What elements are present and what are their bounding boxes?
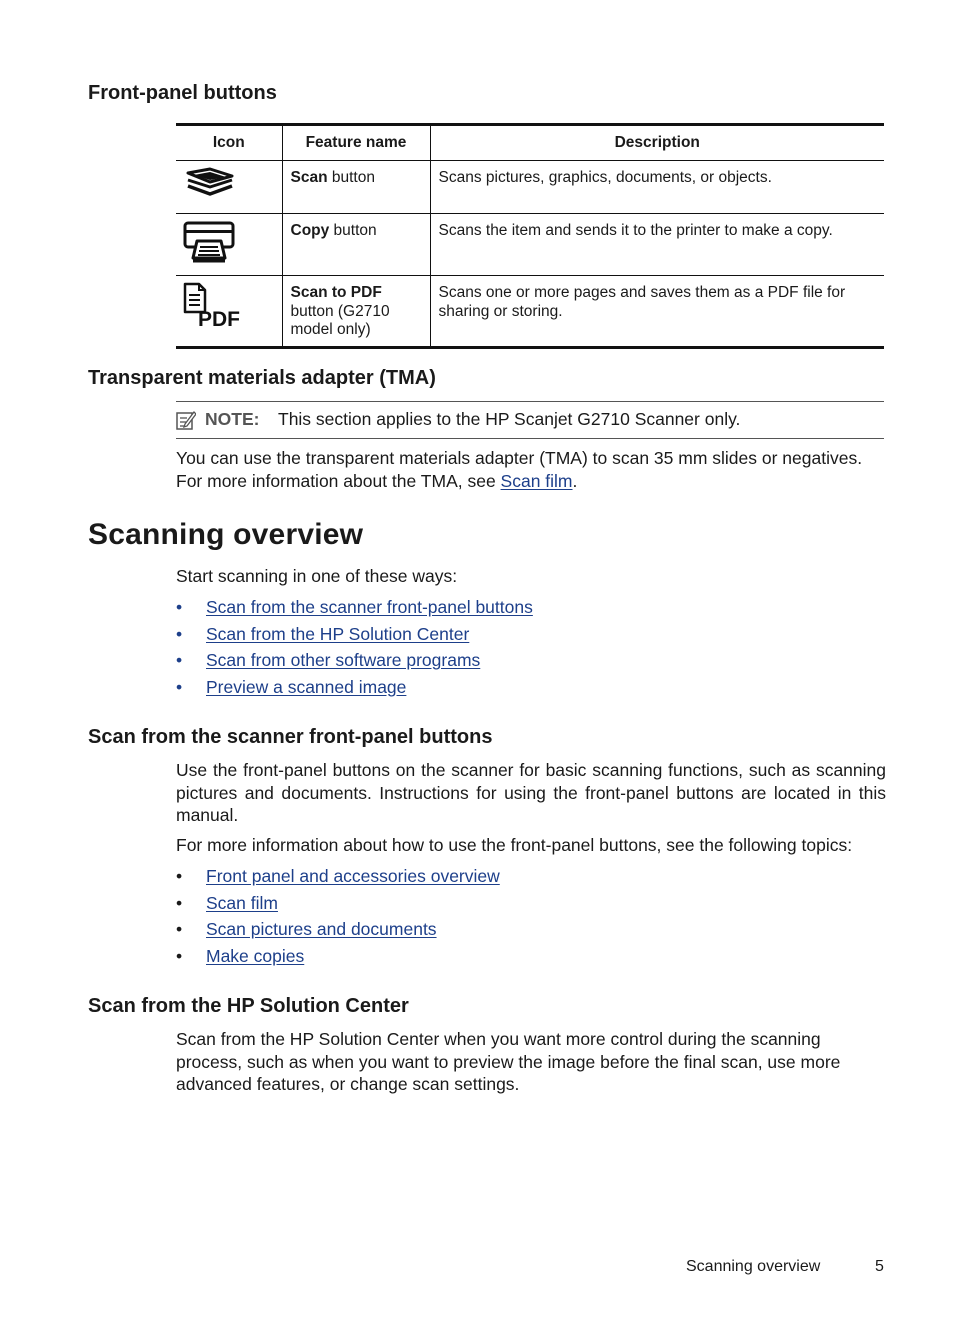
footer-page-number: 5: [875, 1258, 884, 1275]
feature-name-bold: Scan: [290, 169, 328, 186]
bullet: •: [176, 945, 183, 966]
copy-icon: [182, 220, 236, 264]
tma-paragraph: [176, 447, 886, 492]
footer-section-title: Scanning overview: [686, 1258, 821, 1275]
feature-name-bold: Copy: [290, 221, 330, 239]
column-header-description: Description: [430, 126, 884, 161]
list-item: [176, 892, 876, 919]
table-cell-icon: [176, 276, 282, 346]
column-header-feature-name: Feature name: [282, 126, 430, 161]
overview-intro: Start scanning in one of these ways:: [176, 566, 458, 586]
table-cell-icon: [176, 161, 282, 214]
front-panel-scan-para2: For more information about how to use the front-panel buttons, see the following topics:: [176, 835, 853, 855]
table-row: [176, 161, 884, 214]
table-cell-feature-name: [282, 276, 430, 346]
table-cell-feature-name: [282, 213, 430, 276]
table-row: [176, 213, 884, 276]
feature-name-rest: button: [327, 169, 375, 186]
link-scan-solution-center[interactable]: Scan from the HP Solution Center: [206, 623, 470, 644]
list-item: [176, 676, 876, 703]
table-cell-description: Scans the item and sends it to the printer to make a copy.: [430, 213, 884, 276]
table-cell-feature-name: [282, 161, 430, 214]
note-box: [176, 401, 884, 439]
bullet: •: [176, 919, 183, 939]
solution-center-paragraph: Scan from the HP Solution Center when you want more control during the scanning process, such as when you want to preview the image before the final scan, use more advanced features, or change scan settings.: [176, 1029, 841, 1094]
list-item: [176, 623, 876, 650]
bullet: •: [176, 623, 183, 644]
section-heading-tma: Transparent materials adapter (TMA): [88, 367, 436, 389]
bullet: •: [176, 892, 183, 913]
section-heading-front-panel: Front-panel buttons: [88, 82, 277, 104]
section-heading-front-panel-scan: Scan from the scanner front-panel buttons: [88, 726, 493, 748]
scan-film-link[interactable]: Scan film: [500, 470, 573, 491]
front-panel-table: [176, 123, 884, 349]
note-text: This section applies to the HP Scanjet G2710 Scanner only.: [278, 409, 741, 429]
link-make-copies[interactable]: Make copies: [206, 945, 305, 966]
feature-name-rest: button: [329, 221, 377, 239]
scan-to-pdf-icon: [182, 282, 242, 328]
scan-icon: [182, 167, 236, 201]
table-header-row: [176, 126, 884, 161]
pdf-label: PDF: [198, 308, 240, 328]
bullet: •: [176, 866, 183, 886]
bullet: •: [176, 650, 183, 670]
table-cell-description: Scans pictures, graphics, documents, or objects.: [430, 161, 884, 214]
feature-name-bold: Scan to PDF: [290, 284, 382, 301]
front-panel-topics-list: [176, 865, 876, 971]
tma-period: .: [572, 470, 578, 491]
list-item: [176, 918, 876, 945]
section-heading-solution-center: Scan from the HP Solution Center: [88, 995, 409, 1017]
link-preview-scanned-image[interactable]: Preview a scanned image: [206, 676, 407, 697]
feature-name-rest: button (G2710 model only): [290, 302, 390, 338]
link-scan-pictures-documents[interactable]: Scan pictures and documents: [206, 919, 437, 939]
table-row: [176, 276, 884, 346]
link-scan-film[interactable]: Scan film: [206, 892, 278, 913]
link-scan-front-panel[interactable]: Scan from the scanner front-panel buttons: [206, 597, 533, 617]
note-icon: [176, 410, 196, 430]
link-front-panel-overview[interactable]: Front panel and accessories overview: [206, 866, 500, 886]
list-item: [176, 649, 876, 676]
list-item: [176, 596, 876, 623]
link-scan-other-software[interactable]: Scan from other software programs: [206, 650, 481, 670]
list-item: [176, 865, 876, 892]
column-header-icon: Icon: [176, 126, 282, 161]
note-label: NOTE:: [205, 409, 260, 429]
table-cell-description: Scans one or more pages and saves them as a PDF file for sharing or storing.: [430, 276, 884, 346]
overview-link-list: [176, 596, 876, 702]
list-item: [176, 945, 876, 972]
tma-text: You can use the transparent materials adapter (TMA) to scan 35 mm slides or negatives. For more information about the TMA, see: [176, 448, 863, 491]
front-panel-scan-para1: Use the front-panel buttons on the scanner for basic scanning functions, such as scanning pictures and documents. Instructions for using the front-panel buttons are located in this manual.: [176, 760, 886, 825]
bullet: •: [176, 676, 183, 697]
table-cell-icon: [176, 213, 282, 276]
page-title: Scanning overview: [88, 518, 364, 551]
bullet: •: [176, 597, 183, 617]
